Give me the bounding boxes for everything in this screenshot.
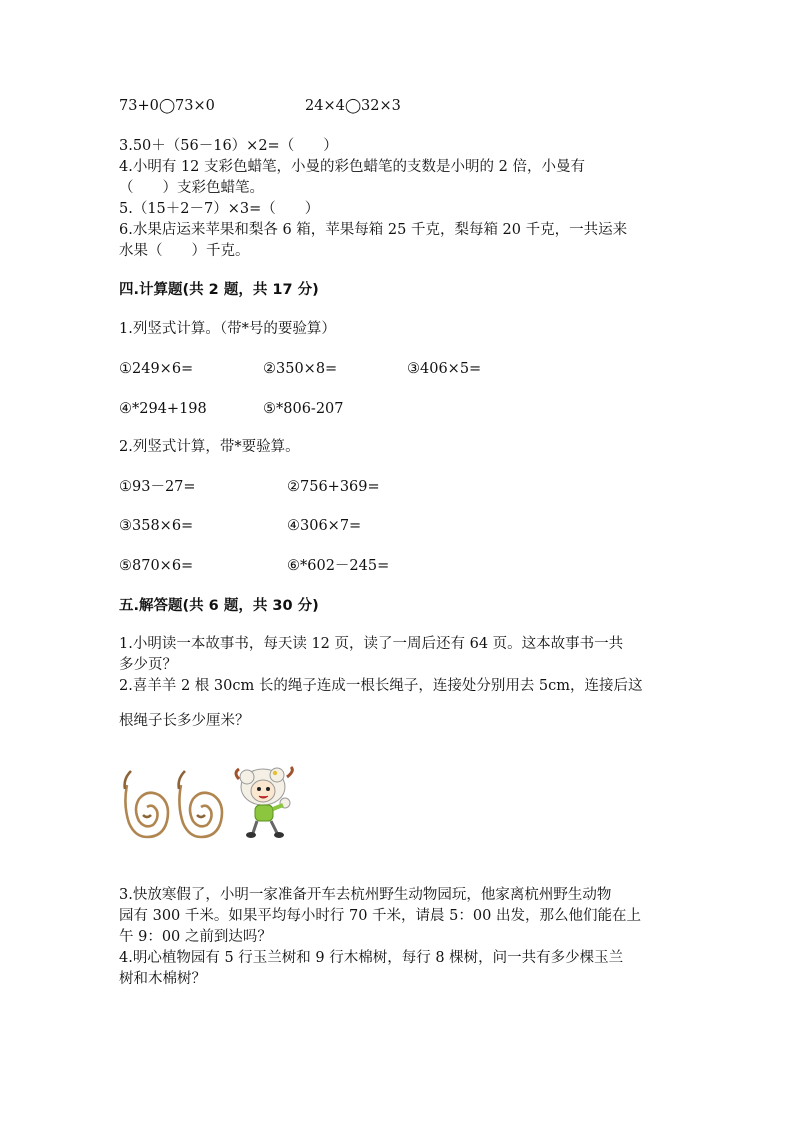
question-5-2-line2: 根绳子长多少厘米？ xyxy=(119,713,250,729)
compare-left: 73+0◯73×0 xyxy=(119,98,215,114)
calc-item: ⑥*602－245= xyxy=(287,558,390,574)
calc-item: ⑤*806-207 xyxy=(263,401,344,417)
calc-item: ③406×5= xyxy=(407,361,482,377)
section-4-heading: 四.计算题(共 2 题，共 17 分) xyxy=(119,282,319,298)
question-3-5: 5.（15＋2－7）×3=（ ） xyxy=(119,201,320,217)
question-5-3-line1: 3.快放寒假了，小明一家准备开车去杭州野生动物园玩，他家离杭州野生动物 xyxy=(119,887,612,903)
section-4-q2-title: 2.列竖式计算，带*要验算。 xyxy=(119,439,300,455)
question-3-6-line2: 水果（ ）千克。 xyxy=(119,243,250,259)
calc-item: ①249×6= xyxy=(119,361,194,377)
calc-item: ②350×8= xyxy=(263,361,338,377)
question-3-4-line2: （ ）支彩色蜡笔。 xyxy=(119,180,264,196)
question-5-3-line3: 午 9：00 之前到达吗？ xyxy=(119,929,272,945)
question-3-6-line1: 6.水果店运来苹果和梨各 6 箱，苹果每箱 25 千克，梨每箱 20 千克，一共运来 xyxy=(119,222,628,238)
section-4-q1-title: 1.列竖式计算。（带*号的要验算） xyxy=(119,321,336,337)
rope-illustration xyxy=(119,765,309,840)
question-5-1-line2: 多少页？ xyxy=(119,657,177,673)
question-5-3-line2: 园有 300 千米。如果平均每小时行 70 千米，请晨 5：00 出发，那么他们能在上 xyxy=(119,908,641,924)
compare-right: 24×4◯32×3 xyxy=(305,98,401,114)
question-5-4-line2: 树和木棉树？ xyxy=(119,971,206,987)
question-5-1-line1: 1.小明读一本故事书，每天读 12 页，读了一周后还有 64 页。这本故事书一共 xyxy=(119,636,624,652)
calc-item: ④306×7= xyxy=(287,518,362,534)
calc-item: ②756+369= xyxy=(287,479,380,495)
rope-coil-icon xyxy=(179,771,222,837)
calc-item: ⑤870×6= xyxy=(119,558,194,574)
question-5-2-line1: 2.喜羊羊 2 根 30cm 长的绳子连成一根长绳子，连接处分别用去 5cm，连接后这 xyxy=(119,678,643,694)
question-5-4-line1: 4.明心植物园有 5 行玉兰树和 9 行木棉树，每行 8 棵树，问一共有多少棵玉兰 xyxy=(119,950,624,966)
calc-item: ①93－27= xyxy=(119,479,196,495)
calc-item: ④*294+198 xyxy=(119,401,207,417)
calc-item: ③358×6= xyxy=(119,518,194,534)
question-3-4-line1: 4.小明有 12 支彩色蜡笔，小曼的彩色蜡笔的支数是小明的 2 倍，小曼有 xyxy=(119,159,585,175)
sheep-character-icon xyxy=(236,767,292,838)
rope-coil-icon xyxy=(125,771,168,837)
section-5-heading: 五.解答题(共 6 题，共 30 分) xyxy=(119,598,319,614)
question-3-3: 3.50＋（56－16）×2=（ ） xyxy=(119,138,338,154)
